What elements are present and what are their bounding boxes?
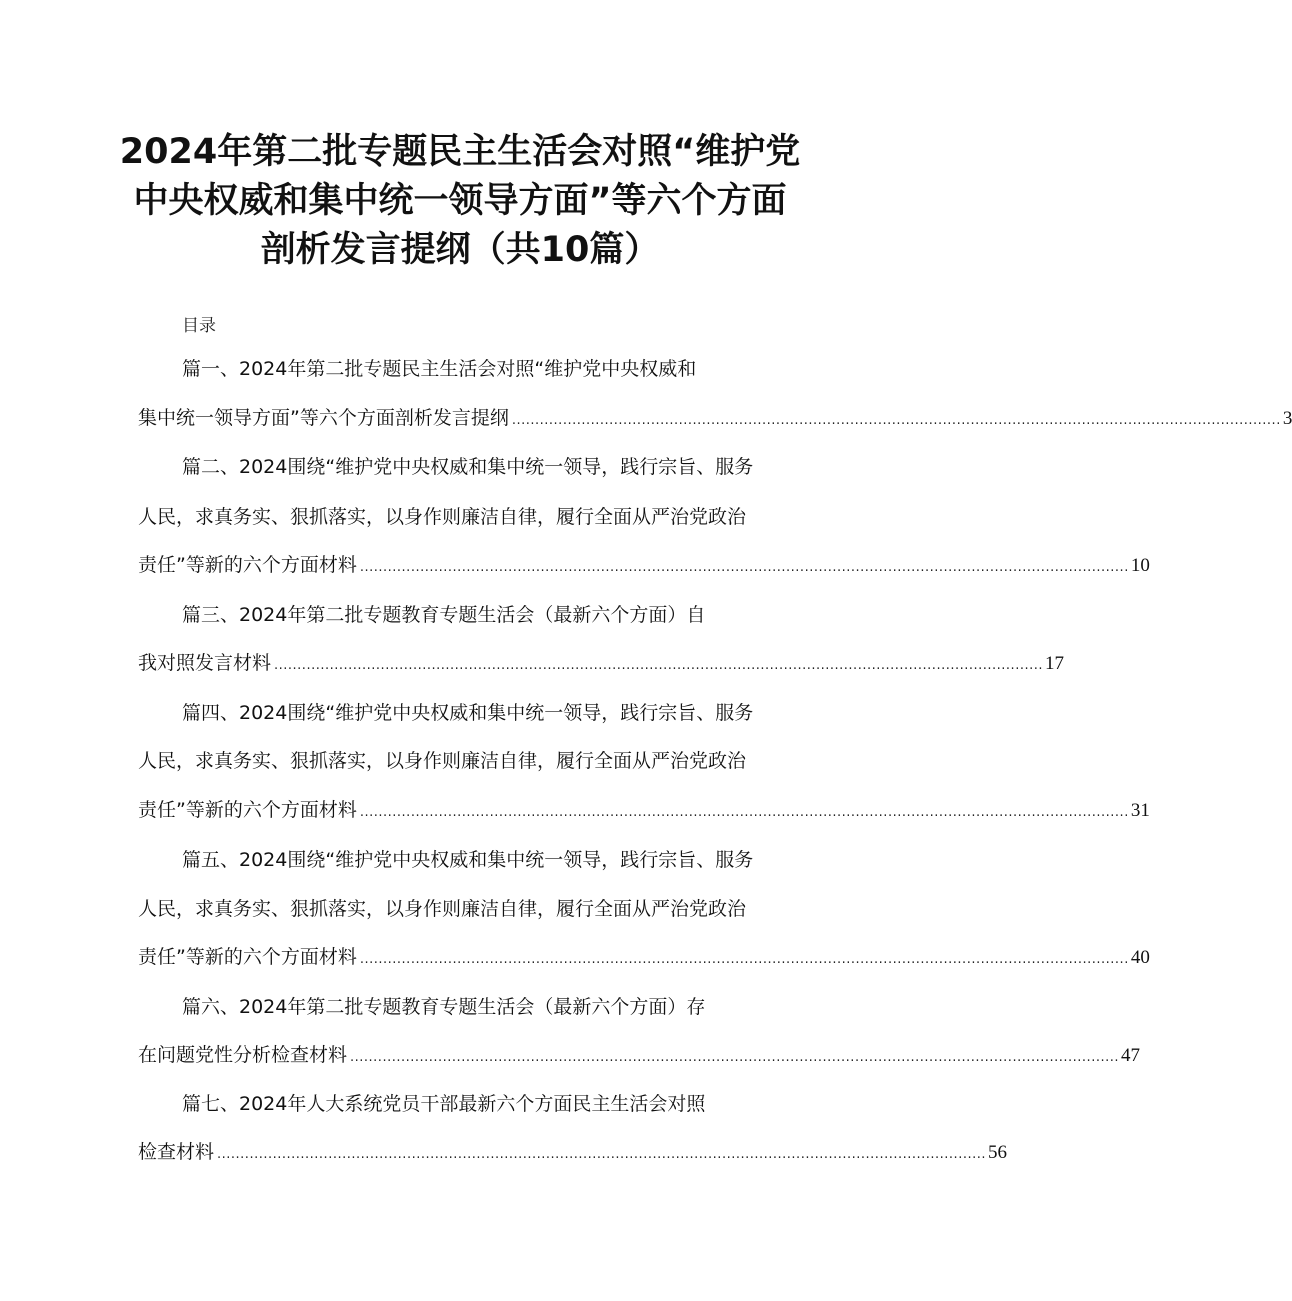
toc-entry-last-line [138, 943, 1150, 971]
dot-leader: ...................................................................................................................................................................... [359, 952, 1129, 967]
toc-page-number: 31 [1130, 800, 1150, 821]
dot-leader: ...................................................................................................................................................................... [359, 805, 1129, 820]
toc-entry-last-line [138, 1041, 1140, 1069]
toc-entry-line: 人民，求真务实、狠抓落实，以身作则廉洁自律，履行全面从严治党政治 [138, 506, 747, 528]
toc-entry-text: 责任”等新的六个方面材料 [138, 554, 357, 576]
title-line: 中央权威和集中统一领导方面”等六个方面 [133, 181, 787, 221]
dot-leader: ...................................................................................................................................................................... [217, 1147, 986, 1162]
toc-entry-text: 我对照发言材料 [138, 652, 272, 674]
toc-entry-line: 人民，求真务实、狠抓落实，以身作则廉洁自律，履行全面从严治党政治 [138, 898, 747, 920]
toc-entry-last-line [138, 404, 1292, 432]
toc-entry-line: 人民，求真务实、狠抓落实，以身作则廉洁自律，履行全面从严治党政治 [138, 750, 747, 772]
toc-entry-line: 篇四、2024围绕“维护党中央权威和集中统一领导，践行宗旨、服务 [182, 702, 754, 724]
toc-entry-text: 责任”等新的六个方面材料 [138, 946, 357, 968]
toc-entry-line: 篇六、2024年第二批专题教育专题生活会（最新六个方面）存 [182, 996, 706, 1018]
toc-entry-last-line [138, 796, 1150, 824]
toc-entry-line: 篇七、2024年人大系统党员干部最新六个方面民主生活会对照 [182, 1093, 706, 1115]
toc-page-number: 40 [1130, 947, 1150, 968]
toc-heading: 目录 [182, 316, 216, 336]
toc-entry-line: 篇三、2024年第二批专题教育专题生活会（最新六个方面）自 [182, 604, 706, 626]
dot-leader: ...................................................................................................................................................................... [359, 560, 1129, 575]
dot-leader: ...................................................................................................................................................................... [350, 1050, 1119, 1065]
toc-page-number: 10 [1130, 555, 1150, 576]
toc-page-number: 17 [1044, 653, 1064, 674]
toc-page-number: 47 [1120, 1045, 1140, 1066]
toc-page-number: 3 [1282, 408, 1292, 429]
document-title [60, 128, 860, 275]
title-line: 剖析发言提纲（共10篇） [260, 230, 660, 270]
toc-entry-text: 集中统一领导方面”等六个方面剖析发言提纲 [138, 407, 509, 429]
toc-entry-text: 检查材料 [138, 1141, 215, 1163]
title-line: 2024年第二批专题民主生活会对照“维护党 [119, 132, 801, 172]
toc-page-number: 56 [987, 1142, 1007, 1163]
toc-entry-last-line [138, 1138, 1007, 1166]
dot-leader: ...................................................................................................................................................................... [274, 658, 1043, 673]
toc-entry-line: 篇五、2024围绕“维护党中央权威和集中统一领导，践行宗旨、服务 [182, 849, 754, 871]
dot-leader: ...................................................................................................................................................................... [511, 413, 1281, 428]
toc-entry-line: 篇一、2024年第二批专题民主生活会对照“维护党中央权威和 [182, 358, 697, 380]
toc-entry-last-line [138, 649, 1064, 677]
toc-entry-text: 责任”等新的六个方面材料 [138, 799, 357, 821]
toc-entry-line: 篇二、2024围绕“维护党中央权威和集中统一领导，践行宗旨、服务 [182, 456, 754, 478]
toc-entry-text: 在问题党性分析检查材料 [138, 1044, 348, 1066]
toc-entry-last-line [138, 551, 1150, 579]
